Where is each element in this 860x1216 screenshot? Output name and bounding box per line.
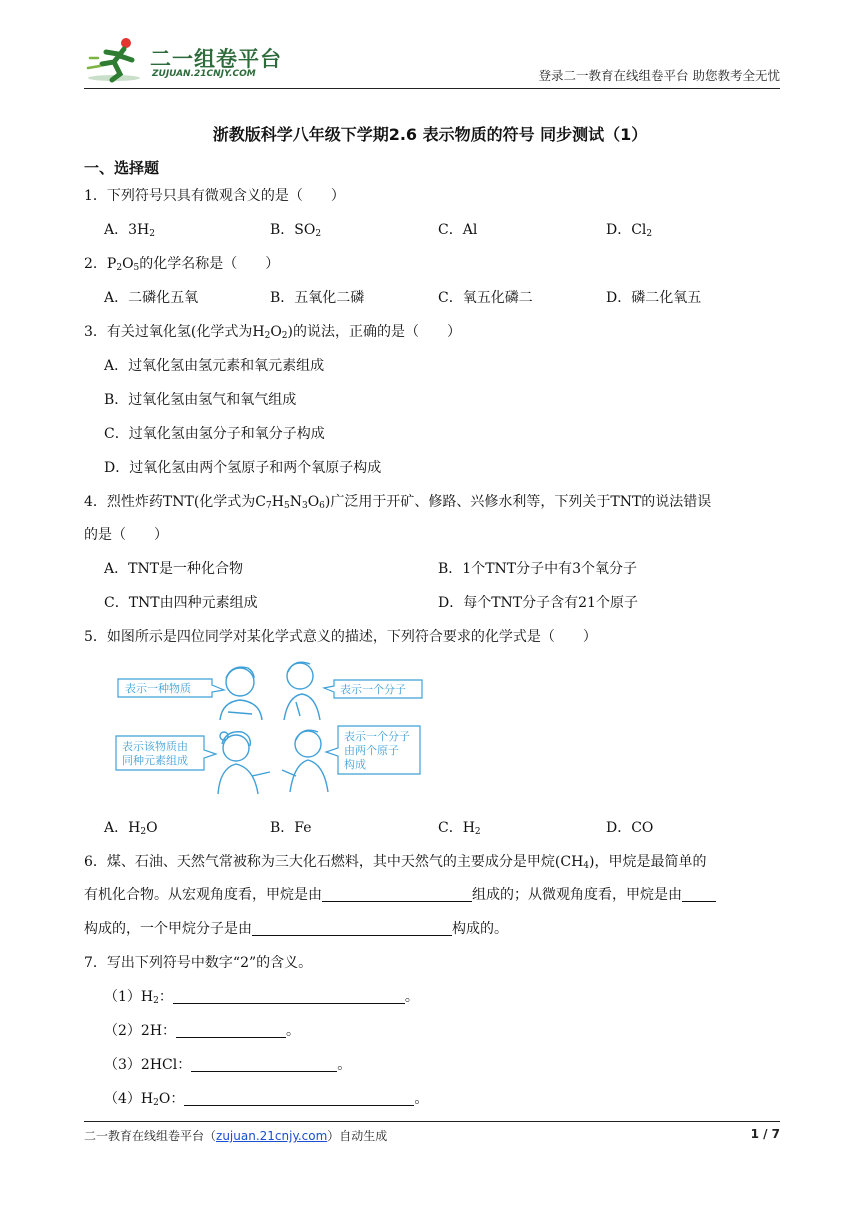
page-number: 1 / 7 [750,1127,780,1141]
student-1-icon [220,667,262,720]
bubble-1-text: 表示一种物质 [125,682,191,695]
q4-option-a: A．TNT是一种化合物 [104,561,244,577]
bubble-2-text: 表示一个分子 [340,683,406,696]
question-6-line1: 6．煤、石油、天然气常被称为三大化石燃料，其中天然气的主要成分是甲烷$(CH_4)$，甲烷是最简单的 [84,854,707,871]
q6-blank-2[interactable] [682,887,716,902]
q5-option-a: A．$H_2O$ [104,820,158,837]
q4-option-b: B．1个TNT分子中有3个氧分子 [438,561,638,577]
q2-option-c: C．氧五化磷二 [438,290,533,306]
logo-subtext: ZUJUAN.21CNJY.COM [152,69,256,79]
question-6-line3: 构成的，一个甲烷分子是由 构成的。 [84,921,508,937]
bubble-4-line1: 表示一个分子 [344,730,410,743]
q4-option-c: C．TNT由四种元素组成 [104,595,258,611]
q1-option-b: B．$SO_2$ [270,222,322,239]
footer-text: 二一教育在线组卷平台（zujuan.21cnjy.com）自动生成 [84,1129,388,1143]
bubble-4-line2: 由两个原子 [344,744,399,757]
runner-icon [88,38,140,81]
question-5-stem: 5．如图所示是四位同学对某化学式意义的描述，下列符合要求的化学式是（ ） [84,629,597,645]
question-1-stem: 1．下列符号只具有微观含义的是（ ） [84,188,345,204]
q6-blank-1[interactable] [322,887,472,902]
footer-divider [84,1121,780,1122]
q7-item-3: （3）2HCl： 。 [104,1057,352,1073]
question-6-line2: 有机化合物。从宏观角度看，甲烷是由 组成的；从微观角度看，甲烷是由 [84,884,716,904]
student-3-icon [218,732,270,794]
bubble-3-line1: 表示该物质由 [122,740,188,753]
q5-option-c: C．$H_2$ [438,820,481,837]
header-divider [84,88,780,89]
page-title: 浙教版科学八年级下学期2.6 表示物质的符号 同步测试（1） [212,125,648,144]
speech-bubble-3 [116,736,216,770]
q1-option-d: D．$Cl_2$ [606,222,653,239]
speech-bubble-1 [118,679,224,697]
q7-blank-1[interactable] [173,989,405,1004]
footer-link[interactable]: zujuan.21cnjy.com [216,1129,328,1143]
q6-blank-3[interactable] [252,921,452,936]
bubble-3-line2: 同种元素组成 [122,754,188,767]
q5-option-b: B．Fe [270,820,312,836]
q5-option-d: D．CO [606,820,654,836]
q4-option-d: D．每个TNT分子含有21个原子 [438,595,638,611]
q2-option-b: B．五氧化二磷 [270,290,365,306]
bubble-4-line3: 构成 [344,758,366,771]
student-2-icon [284,662,320,720]
q1-option-a: A．$3H_2$ [104,222,155,239]
logo-text: 二一组卷平台 [150,47,282,71]
question-2-stem: 2．$P_2O_5$的化学名称是（ ） [84,256,280,273]
question-7-stem: 7．写出下列符号中数字“2”的含义。 [84,955,313,971]
q7-blank-3[interactable] [191,1057,337,1072]
q3-option-d: D．过氧化氢由两个氢原子和两个氧原子构成 [104,460,382,476]
header-tagline: 登录二一教育在线组卷平台 助您教考全无忧 [538,68,780,83]
q1-option-c: C．Al [438,222,478,238]
question-4-stem: 4．烈性炸药TNT(化学式为$C_7H_5N_3O_6$)广泛用于开矿、修路、兴修水利等，下列关于TNT的说法错误 [84,494,712,511]
q2-option-d: D．磷二化氧五 [606,290,702,306]
student-4-icon [282,730,328,792]
q7-item-2: （2）2H： 。 [104,1023,301,1039]
question-4-stem-line2: 的是（ ） [84,527,168,543]
section-heading: 一、选择题 [84,159,160,177]
q2-option-a: A．二磷化五氧 [104,290,199,306]
q3-option-a: A．过氧化氢由氢元素和氧元素组成 [104,358,325,374]
q7-blank-2[interactable] [176,1023,286,1038]
question-3-stem: 3．有关过氧化氢(化学式为$H_2O_2$)的说法，正确的是（ ） [84,324,461,341]
speech-bubble-2 [324,680,422,698]
q3-option-b: B．过氧化氢由氢气和氧气组成 [104,392,297,408]
q7-item-1: $(1)H_2$： 。 [104,989,419,1006]
q7-blank-4[interactable] [184,1091,414,1106]
q3-option-c: C．过氧化氢由氢分子和氧分子构成 [104,426,325,442]
q7-item-4: $(4)H_2O$： 。 [104,1091,429,1108]
q5-illustration [112,652,427,800]
speech-bubble-4 [326,726,420,774]
